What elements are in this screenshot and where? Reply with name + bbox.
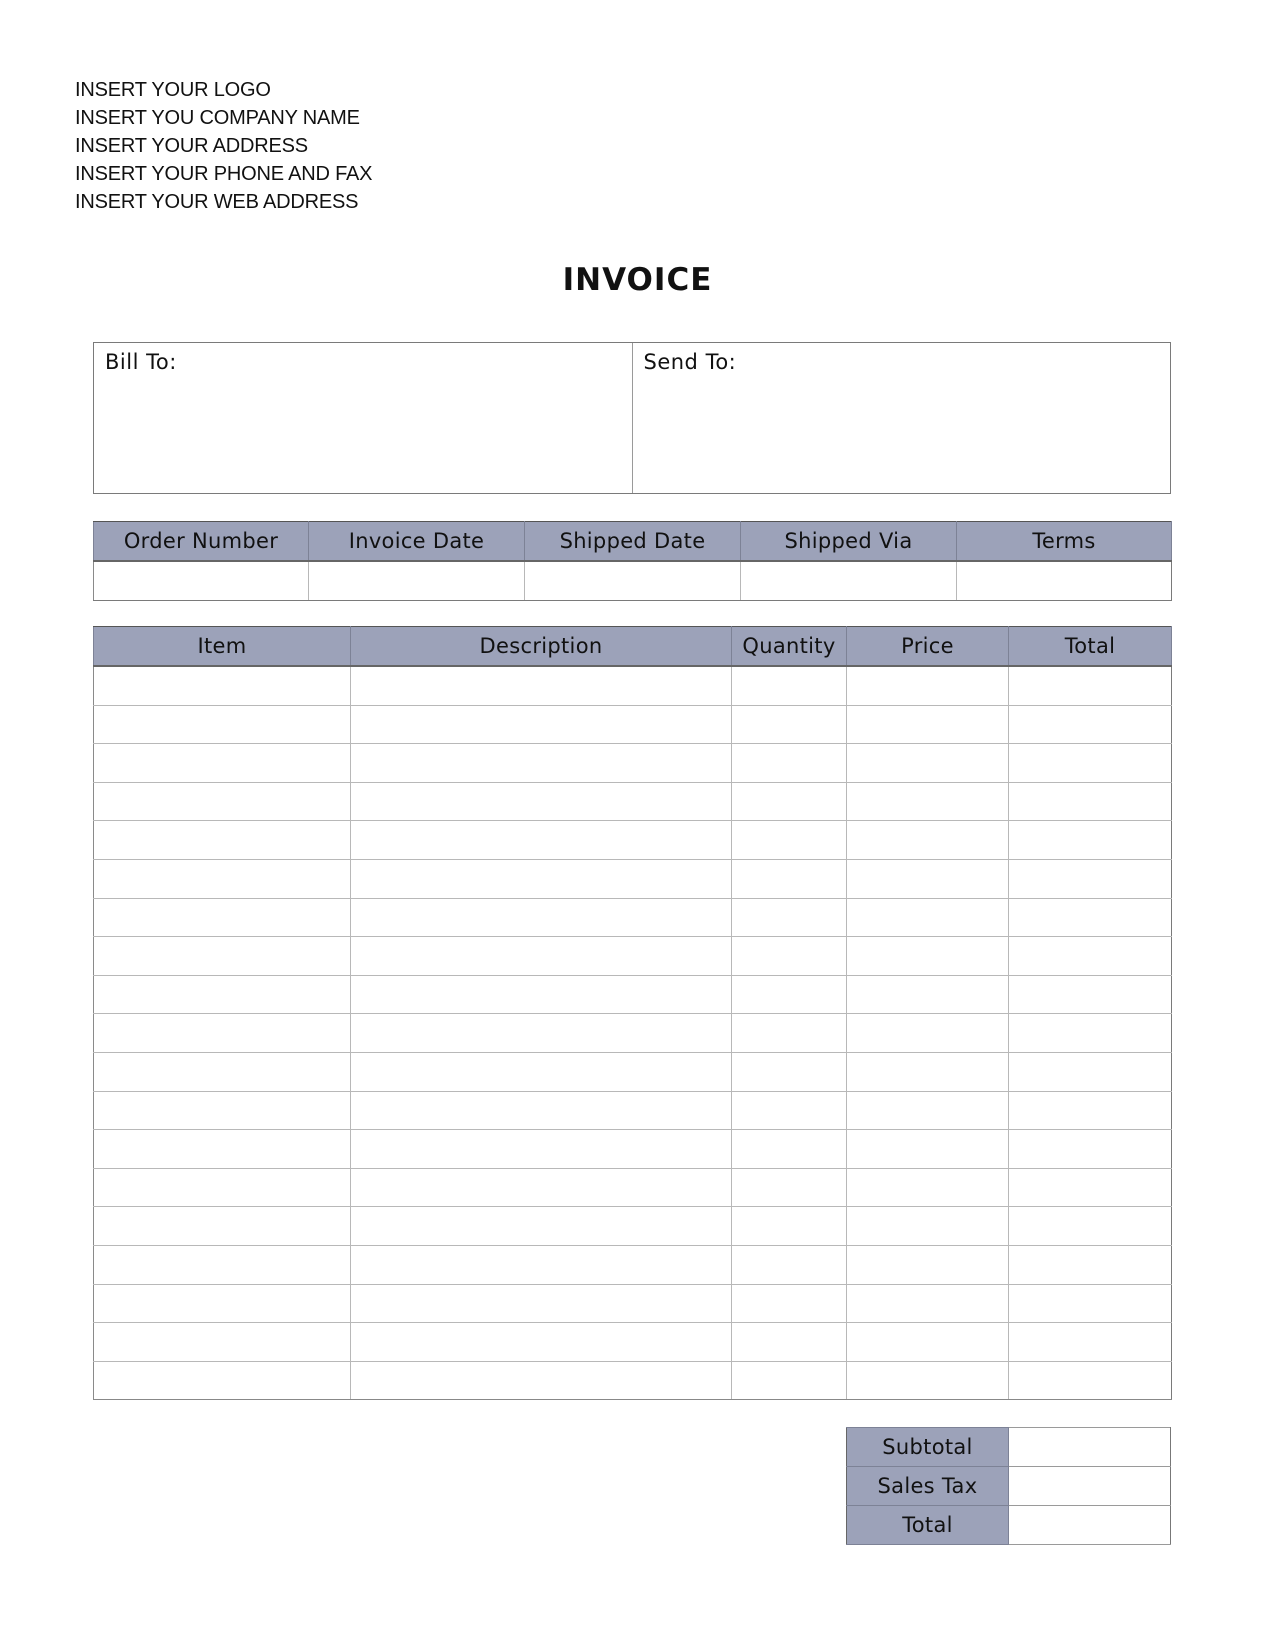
quantity-cell[interactable] — [732, 975, 847, 1014]
item-cell[interactable] — [94, 1014, 351, 1053]
logo-placeholder: INSERT YOUR LOGO — [75, 79, 271, 101]
description-cell[interactable] — [351, 782, 732, 821]
table-row — [94, 1052, 1172, 1091]
price-cell[interactable] — [847, 1091, 1009, 1130]
company-web-address: INSERT YOUR WEB ADDRESS — [75, 191, 359, 213]
total-cell[interactable] — [1009, 898, 1172, 937]
price-cell[interactable] — [847, 1361, 1009, 1400]
total-cell[interactable] — [1009, 1014, 1172, 1053]
price-cell[interactable] — [847, 666, 1009, 705]
quantity-cell[interactable] — [732, 1052, 847, 1091]
table-row — [94, 937, 1172, 976]
total-cell[interactable] — [1009, 937, 1172, 976]
item-cell[interactable] — [94, 1284, 351, 1323]
table-row — [94, 1130, 1172, 1169]
price-cell[interactable] — [847, 1323, 1009, 1362]
description-cell[interactable] — [351, 937, 732, 976]
price-cell[interactable] — [847, 744, 1009, 783]
price-cell[interactable] — [847, 1014, 1009, 1053]
table-row — [94, 1284, 1172, 1323]
table-row — [94, 1091, 1172, 1130]
total-cell[interactable] — [1009, 1323, 1172, 1362]
invoice-date-cell[interactable] — [309, 561, 525, 601]
description-cell[interactable] — [351, 898, 732, 937]
total-cell[interactable] — [1009, 1091, 1172, 1130]
items-body — [94, 666, 1172, 1400]
bill-to-field[interactable] — [94, 343, 632, 493]
quantity-cell[interactable] — [732, 1284, 847, 1323]
item-cell[interactable] — [94, 666, 351, 705]
price-cell[interactable] — [847, 1207, 1009, 1246]
order-number-cell[interactable] — [94, 561, 309, 601]
address-box — [93, 342, 1171, 494]
price-cell[interactable] — [847, 1130, 1009, 1169]
sales-tax-value[interactable] — [1009, 1467, 1171, 1506]
total-cell[interactable] — [1009, 1245, 1172, 1284]
item-cell[interactable] — [94, 898, 351, 937]
quantity-cell[interactable] — [732, 782, 847, 821]
description-cell[interactable] — [351, 859, 732, 898]
item-cell[interactable] — [94, 1207, 351, 1246]
invoice-date-header: Invoice Date — [309, 522, 525, 562]
total-cell[interactable] — [1009, 705, 1172, 744]
quantity-cell[interactable] — [732, 898, 847, 937]
total-cell[interactable] — [1009, 1361, 1172, 1400]
table-row — [94, 1245, 1172, 1284]
price-cell[interactable] — [847, 1168, 1009, 1207]
total-cell[interactable] — [1009, 782, 1172, 821]
description-cell[interactable] — [351, 1284, 732, 1323]
shipped-date-header: Shipped Date — [525, 522, 741, 562]
item-cell[interactable] — [94, 782, 351, 821]
quantity-cell[interactable] — [732, 744, 847, 783]
shipped-via-header: Shipped Via — [741, 522, 957, 562]
grand-total-row — [847, 1506, 1171, 1545]
price-cell[interactable] — [847, 705, 1009, 744]
item-cell[interactable] — [94, 975, 351, 1014]
table-row — [94, 1323, 1172, 1362]
item-cell[interactable] — [94, 1091, 351, 1130]
quantity-cell[interactable] — [732, 666, 847, 705]
description-header: Description — [351, 627, 732, 667]
company-phone-fax: INSERT YOUR PHONE AND FAX — [75, 163, 373, 185]
terms-cell[interactable] — [957, 561, 1172, 601]
order-data-row — [94, 561, 1172, 601]
table-row — [94, 821, 1172, 860]
company-name: INSERT YOU COMPANY NAME — [75, 107, 360, 129]
price-cell[interactable] — [847, 898, 1009, 937]
description-cell[interactable] — [351, 666, 732, 705]
sales-tax-row — [847, 1467, 1171, 1506]
quantity-cell[interactable] — [732, 859, 847, 898]
item-cell[interactable] — [94, 705, 351, 744]
quantity-cell[interactable] — [732, 937, 847, 976]
price-header: Price — [847, 627, 1009, 667]
company-info — [75, 76, 372, 216]
items-header-row — [94, 627, 1172, 667]
table-row — [94, 1207, 1172, 1246]
description-cell[interactable] — [351, 1130, 732, 1169]
item-cell[interactable] — [94, 1168, 351, 1207]
total-cell[interactable] — [1009, 744, 1172, 783]
shipped-date-cell[interactable] — [525, 561, 741, 601]
quantity-cell[interactable] — [732, 1207, 847, 1246]
quantity-header: Quantity — [732, 627, 847, 667]
price-cell[interactable] — [847, 975, 1009, 1014]
item-cell[interactable] — [94, 744, 351, 783]
table-row — [94, 859, 1172, 898]
order-header-row — [94, 522, 1172, 562]
table-row — [94, 782, 1172, 821]
table-row — [94, 1014, 1172, 1053]
total-cell[interactable] — [1009, 1284, 1172, 1323]
order-number-header: Order Number — [94, 522, 309, 562]
quantity-cell[interactable] — [732, 705, 847, 744]
quantity-cell[interactable] — [732, 821, 847, 860]
item-cell[interactable] — [94, 1130, 351, 1169]
item-cell[interactable] — [94, 1361, 351, 1400]
total-header: Total — [1009, 627, 1172, 667]
subtotal-value[interactable] — [1009, 1428, 1171, 1467]
page-title: INVOICE — [562, 262, 713, 298]
total-cell[interactable] — [1009, 821, 1172, 860]
description-cell[interactable] — [351, 1052, 732, 1091]
total-cell[interactable] — [1009, 1168, 1172, 1207]
price-cell[interactable] — [847, 1245, 1009, 1284]
description-cell[interactable] — [351, 744, 732, 783]
item-cell[interactable] — [94, 859, 351, 898]
total-cell[interactable] — [1009, 666, 1172, 705]
description-cell[interactable] — [351, 821, 732, 860]
item-cell[interactable] — [94, 821, 351, 860]
item-header: Item — [94, 627, 351, 667]
totals-table — [846, 1427, 1171, 1545]
send-to-label: Send To: — [643, 350, 737, 374]
table-row — [94, 666, 1172, 705]
total-cell[interactable] — [1009, 859, 1172, 898]
quantity-cell[interactable] — [732, 1014, 847, 1053]
sales-tax-label: Sales Tax — [847, 1467, 1009, 1506]
table-row — [94, 744, 1172, 783]
shipped-via-cell[interactable] — [741, 561, 957, 601]
quantity-cell[interactable] — [732, 1245, 847, 1284]
description-cell[interactable] — [351, 1245, 732, 1284]
bill-to-label: Bill To: — [105, 350, 177, 374]
price-cell[interactable] — [847, 937, 1009, 976]
quantity-cell[interactable] — [732, 1168, 847, 1207]
grand-total-value[interactable] — [1009, 1506, 1171, 1545]
grand-total-label: Total — [847, 1506, 1009, 1545]
total-cell[interactable] — [1009, 1052, 1172, 1091]
terms-header: Terms — [957, 522, 1172, 562]
total-cell[interactable] — [1009, 975, 1172, 1014]
table-row — [94, 1361, 1172, 1400]
item-cell[interactable] — [94, 1323, 351, 1362]
price-cell[interactable] — [847, 1284, 1009, 1323]
description-cell[interactable] — [351, 705, 732, 744]
price-cell[interactable] — [847, 1052, 1009, 1091]
quantity-cell[interactable] — [732, 1130, 847, 1169]
company-address: INSERT YOUR ADDRESS — [75, 135, 308, 157]
table-row — [94, 898, 1172, 937]
price-cell[interactable] — [847, 859, 1009, 898]
line-items-table — [93, 626, 1172, 1400]
quantity-cell[interactable] — [732, 1323, 847, 1362]
table-row — [94, 705, 1172, 744]
send-to-field[interactable] — [632, 343, 1171, 493]
item-cell[interactable] — [94, 1245, 351, 1284]
description-cell[interactable] — [351, 1014, 732, 1053]
description-cell[interactable] — [351, 1207, 732, 1246]
quantity-cell[interactable] — [732, 1091, 847, 1130]
item-cell[interactable] — [94, 937, 351, 976]
description-cell[interactable] — [351, 975, 732, 1014]
table-row — [94, 1168, 1172, 1207]
description-cell[interactable] — [351, 1168, 732, 1207]
table-row — [94, 975, 1172, 1014]
description-cell[interactable] — [351, 1323, 732, 1362]
total-cell[interactable] — [1009, 1207, 1172, 1246]
description-cell[interactable] — [351, 1091, 732, 1130]
description-cell[interactable] — [351, 1361, 732, 1400]
price-cell[interactable] — [847, 782, 1009, 821]
subtotal-label: Subtotal — [847, 1428, 1009, 1467]
total-cell[interactable] — [1009, 1130, 1172, 1169]
item-cell[interactable] — [94, 1052, 351, 1091]
order-info-table — [93, 521, 1172, 601]
subtotal-row — [847, 1428, 1171, 1467]
price-cell[interactable] — [847, 821, 1009, 860]
quantity-cell[interactable] — [732, 1361, 847, 1400]
